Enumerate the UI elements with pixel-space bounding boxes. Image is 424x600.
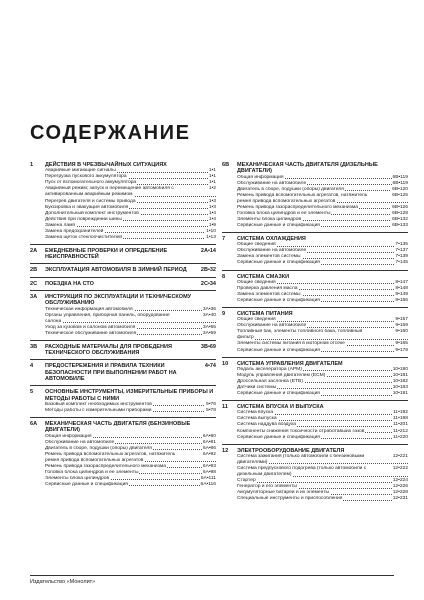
section-heading[interactable] [30,281,216,287]
section-divider [30,277,216,278]
entry-page-number: 7•139 [395,254,408,260]
entry-title: Общая информация [45,433,92,439]
entry-title: Сервисные данные и спецификация [237,260,320,266]
top-blank-band [0,0,424,35]
toc-section [30,363,216,382]
toc-entry[interactable] [30,235,216,241]
entry-page-number: 11•192 [393,410,408,416]
entry-title: Перегрев двигателя и системы привода [45,198,136,204]
entry-title: Сервисные данные и спецификация [237,222,320,228]
entry-page-number: 5•78 [206,408,216,413]
entry-page-number: 6В•133 [392,222,408,228]
entry-title: Аварийный режим; запуск и перемещение автомобиля с активированным аварийным режимом [45,186,174,198]
entry-title: Пуск от вспомогательного аккумулятора [45,180,137,186]
entry-title: Элементы блока цилиндров [237,216,302,222]
toc-section [30,281,216,287]
entry-page-number: 6А•92 [202,451,216,457]
entry-page-number: 3А•36 [202,306,216,312]
entry-page-number: 8•147 [395,279,408,285]
section-number: 2С [30,280,38,287]
entry-page-number: 6А•80 [202,433,216,439]
entry-page-number: 11•201 [393,422,408,428]
section-title: ЕЖЕДНЕВНЫЕ ПРОВЕРКИ И ОПРЕДЕЛЕНИЕ НЕИСПРАВНОСТЕЙ [45,247,168,261]
entry-title: Дополнительный комплект инструментов [45,210,139,216]
section-divider [222,400,408,401]
section-title: СИСТЕМА ОХЛАЖДЕНИЯ [237,236,306,243]
entry-page-number: 9•179 [395,347,408,353]
entry-title: Система наддува воздуха [237,422,297,428]
entry-page-number: 1•2 [208,186,216,192]
section-number: 2А [30,247,38,254]
entry-page-number: 9•157 [395,317,408,323]
entry-page-number: 12•228 [392,490,408,496]
toc-entry[interactable] [30,186,216,198]
entry-page-number: 3А•55 [202,324,216,330]
section-divider [222,357,408,358]
section-heading[interactable] [30,389,216,402]
entry-title: Уход за кузовом и салоном автомобиля [45,324,136,330]
entry-page-number: 1•13 [206,234,216,240]
entry-page-number: 9•165 [395,341,408,347]
toc-entry[interactable] [222,454,408,466]
section-page-number: 2С•34 [200,280,216,287]
toc-section [222,404,408,441]
section-divider [30,417,216,418]
entry-title: Замена элементов системы [237,291,301,297]
section-page-number: 4•74 [204,363,216,370]
entry-title: Органы управления, приборная панель, оборудование салона [45,312,170,324]
entry-title: Система предпускового подогрева (только автомобили с дизельным двигателем) [237,466,367,478]
entry-page-number: 7•135 [395,242,408,248]
leader-dots [45,322,216,323]
entry-title: Замена элементов системы [237,254,301,260]
entry-page-number: 6В•126 [392,204,408,210]
entry-page-number: 6А•93 [202,463,216,469]
entry-page-number: 7•137 [395,248,408,254]
entry-title: Замена ламп [45,222,76,228]
entry-title: Аварийные мигающие сигналы [45,168,116,174]
entry-page-number: 9•159 [395,323,408,329]
entry-page-number: 12•231 [392,496,408,502]
toc-entry[interactable] [30,408,216,414]
entry-title: Обслуживание на автомобиле [237,323,307,329]
entry-title: Сервисные данные и спецификация [237,391,320,397]
entry-title: Буксировка и эвакуация автомобиля [45,204,129,210]
section-title: СИСТЕМА УПРАВЛЕНИЯ ДВИГАТЕЛЕМ [237,360,343,367]
toc-entry[interactable] [222,466,408,478]
entry-title: Система впуска [237,410,274,416]
entry-title: Элементы блока цилиндров [45,475,110,481]
toc-entry[interactable] [222,223,408,229]
toc-entry[interactable] [30,313,216,325]
toc-entry[interactable] [222,298,408,304]
entry-title: Обслуживание на автомобиле [237,180,307,186]
section-divider [30,263,216,264]
toc-entry[interactable] [222,348,408,354]
entry-page-number: 1•3 [208,198,216,204]
entry-page-number: 6В•125 [392,192,408,198]
entry-title: Проверка давления масла [237,285,298,291]
section-heading[interactable] [30,421,216,434]
section-divider [222,232,408,233]
toc-entry[interactable] [222,435,408,441]
section-title: ПРЕДОСТЕРЕЖЕНИЯ И ПРАВИЛА ТЕХНИКИ БЕЗОПАСНОСТИ ПРИ ВЫПОЛНЕНИИ РАБОТ НА АВТОМОБИЛЕ [45,363,177,383]
section-number: 6А [30,421,38,428]
toc-section [30,267,216,273]
section-number: 5 [30,389,34,396]
toc-section [222,448,408,503]
entry-title: Стартер [237,478,256,484]
toc-entry[interactable] [222,391,408,397]
section-title: МЕХАНИЧЕСКАЯ ЧАСТЬ ДВИГАТЕЛЯ (ДИЗЕЛЬНЫЕ ДВИГАТЕЛИ) [237,162,378,175]
section-title: ДЕЙСТВИЯ В ЧРЕЗВЫЧАЙНЫХ СИТУАЦИЯХ [45,162,167,168]
entry-title: Компоненты снижения токсичности отработавших газов [237,428,365,434]
entry-title: Модуль управления двигателем (ECM) [237,372,326,378]
section-number: 4 [30,363,34,370]
toc-section [30,162,216,241]
entry-title: Общие сведения [237,279,276,285]
publisher-footer: Издательство «Монолит» [30,579,96,585]
section-number: 3В [30,343,38,350]
section-title: ПОЕЗДКА НА СТО [45,280,94,287]
entry-title: Сервисные данные и спецификация [237,297,320,303]
entry-title: Двигатель в сборе, подушки (опоры) двигателя [45,445,152,451]
entry-title: Сервисные данные и спецификация [45,482,128,488]
entry-title: Техническое обслуживание автомобиля [45,330,137,336]
entry-page-number: 6А•86 [202,445,216,451]
entry-page-number: 1•1 [208,168,216,174]
entry-page-number: 10•183 [392,385,408,390]
section-divider [30,340,216,341]
entry-title: Обслуживание на автомобиле [45,439,115,445]
entry-title: Аккумуляторные батареи и их элементы [237,490,330,496]
entry-page-number: 7•145 [395,260,408,266]
entry-page-number: 6А•111 [200,475,216,481]
entry-title: Сервисные данные и спецификация [237,434,320,440]
entry-page-number: 1•4 [208,210,216,216]
section-heading[interactable] [30,294,216,307]
entry-title: Элементы системы питания в моторном отсеке [237,341,345,347]
section-number: 10 [222,360,229,367]
entry-page-number: 1•10 [206,228,216,234]
entry-page-number: 12•226 [392,484,408,490]
entry-title: Топливный бак, элементы топливного бака, топливный фильтр [237,329,363,341]
entry-page-number: 6А•98 [202,469,216,475]
entry-page-number: 12•224 [392,478,408,484]
section-divider [30,244,216,245]
entry-title: Перегрузка пускового аккумулятора [45,174,127,180]
toc-entry[interactable] [222,329,408,341]
entry-title: Двигатель в сборе, подушки (опоры) двигателя [237,186,344,192]
section-title: РАСХОДНЫЕ МАТЕРИАЛЫ ДЛЯ ПРОВЕДЕНИЯ ТЕХНИЧЕСКОГО ОБСЛУЖИВАНИЯ [45,343,172,357]
entry-page-number: 6В•120 [392,186,408,192]
entry-page-number: 1•1 [208,180,216,186]
section-heading[interactable] [30,248,216,261]
entry-page-number: 12•221 [392,453,408,459]
entry-title: Техническая информация автомобиля [45,306,133,312]
section-divider [30,359,216,360]
section-number: 2В [30,267,38,274]
entry-page-number: 5•76 [206,401,216,407]
entry-page-number: 11•212 [393,428,408,434]
entry-title: Общие сведения [237,317,276,323]
toc-section [30,294,216,337]
entry-page-number: 1•1 [208,174,216,180]
section-heading[interactable] [30,267,216,273]
toc-section [30,248,216,261]
entry-title: Головка блока цилиндров и ее элементы [237,210,331,216]
entry-page-number: 8•148 [395,285,408,291]
section-number: 8 [222,273,226,280]
entry-page-number: 3А•40 [202,312,216,318]
entry-page-number: 12•222 [392,466,408,472]
entry-page-number: 6В•128 [392,210,408,216]
toc-section [30,344,216,357]
entry-title: Замена щеток стеклоочистителей [45,234,122,240]
toc-entry[interactable] [222,496,408,502]
section-number: 6В [222,162,230,168]
section-divider [222,270,408,271]
section-number: 3А [30,294,38,301]
entry-title: Специальные инструменты и приспособления [237,496,343,502]
entry-page-number: 10•191 [392,391,408,397]
entry-title: Дроссельная заслонка (ETB) [237,378,303,384]
entry-title: Сервисные данные и спецификация [237,347,320,353]
leader-dots [237,339,408,340]
entry-page-number: 10•180 [392,366,408,372]
entry-title: Замена предохранителей [45,228,104,234]
entry-page-number: 6А•81 [202,439,216,445]
entry-title: Методы работы с измерительными приборами [45,408,152,413]
entry-title: Ремень привода газораспределительного механизма [45,463,166,469]
section-number: 12 [222,447,229,454]
toc-section [222,236,408,266]
section-number: 9 [222,310,226,317]
entry-page-number: 6В•132 [392,216,408,222]
section-title: СИСТЕМА СМАЗКИ [237,273,290,280]
entry-page-number: 1•4 [208,216,216,222]
section-heading[interactable] [30,344,216,357]
entry-page-number: 8•156 [395,297,408,303]
section-page-number: 2А•14 [200,247,216,254]
entry-title: Обслуживание на автомобиле [237,248,307,254]
section-page-number: 2В•32 [200,267,216,274]
section-divider [30,385,216,386]
section-heading[interactable] [222,162,408,175]
section-divider [30,290,216,291]
toc-entry[interactable] [222,193,408,205]
section-divider [222,307,408,308]
section-title: СИСТЕМА ВПУСКА И ВЫПУСКА [237,404,324,411]
section-heading[interactable] [30,363,216,382]
entry-title: Ремень привода вспомогательных агрегатов, натяжитель ремня привода вспомогательных агрегатов [45,451,176,463]
section-title: СИСТЕМА ПИТАНИЯ [237,310,293,317]
entry-title: Педаль акселератора (APM) [237,366,302,372]
toc-section [222,311,408,354]
section-page-number: 3В•69 [200,343,216,350]
toc-right-column [222,162,408,502]
entry-page-number: 11•198 [393,416,408,422]
toc-section [30,421,216,488]
entry-title: Общая информация [237,174,284,180]
entry-title: Ремень привода вспомогательных агрегатов, натяжитель ремня привода вспомогательных агрегатов [237,192,368,204]
section-divider [222,444,408,445]
toc-entry[interactable] [30,452,216,464]
entry-title: Система зажигания (только автомобили с бензиновыми двигателями) [237,453,365,465]
section-number: 11 [222,404,228,411]
entry-title: Датчики системы [237,385,277,390]
entry-title: Ремень привода газораспределительного механизма [237,204,358,210]
section-number: 1 [30,162,34,168]
entry-page-number: 6В•119 [392,180,408,186]
toc-entry[interactable] [30,331,216,337]
section-title: ИНСТРУКЦИЯ ПО ЭКСПЛУАТАЦИИ И ТЕХНИЧЕСКОМУ ОБСЛУЖИВАНИЮ [45,294,192,307]
entry-page-number: 10•182 [392,378,408,384]
entry-title: Головка блока цилиндров и ее элементы [45,469,139,475]
entry-title: Базовый комплект необходимых инструментов [45,401,152,407]
entry-page-number: 8•149 [395,291,408,297]
entry-page-number: 10•181 [392,372,408,378]
entry-page-number: 1•3 [208,204,216,210]
section-title: ЭЛЕКТРООБОРУДОВАНИЕ ДВИГАТЕЛЯ [237,447,345,454]
section-title: МЕХАНИЧЕСКАЯ ЧАСТЬ ДВИГАТЕЛЯ (БЕНЗИНОВЫЕ ДВИГАТЕЛИ) [45,421,191,434]
leader-dots [237,482,408,483]
entry-page-number: 1•9 [208,222,216,228]
entry-page-number: 6А•116 [200,482,216,488]
entry-page-number: 11•220 [393,434,408,440]
entry-page-number: 3А•59 [202,330,216,336]
toc-entry[interactable] [30,482,216,488]
toc-section [222,361,408,398]
toc-entry[interactable] [222,260,408,266]
section-title: ОСНОВНЫЕ ИНСТРУМЕНТЫ, ИЗМЕРИТЕЛЬНЫЕ ПРИБОРЫ И МЕТОДЫ РАБОТЫ С НИМИ [45,389,214,402]
entry-title: Общие сведения [237,242,276,248]
toc-section [222,274,408,304]
entry-title: Генератор и его элементы [237,484,297,490]
section-title: ЭКСПЛУАТАЦИЯ АВТОМОБИЛЯ В ЗИМНИЙ ПЕРИОД [45,267,187,274]
toc-section [222,162,408,229]
entry-page-number: 6В•119 [392,174,408,180]
entry-title: Действия при повреждении шины [45,216,122,222]
toc-section [30,389,216,414]
page-title: СОДЕРЖАНИЕ [30,122,191,144]
entry-page-number: 9•160 [395,329,408,335]
footer-divider [30,575,394,576]
entry-title: Система выпуска [237,416,277,422]
toc-left-column [30,162,216,488]
section-number: 7 [222,236,226,243]
